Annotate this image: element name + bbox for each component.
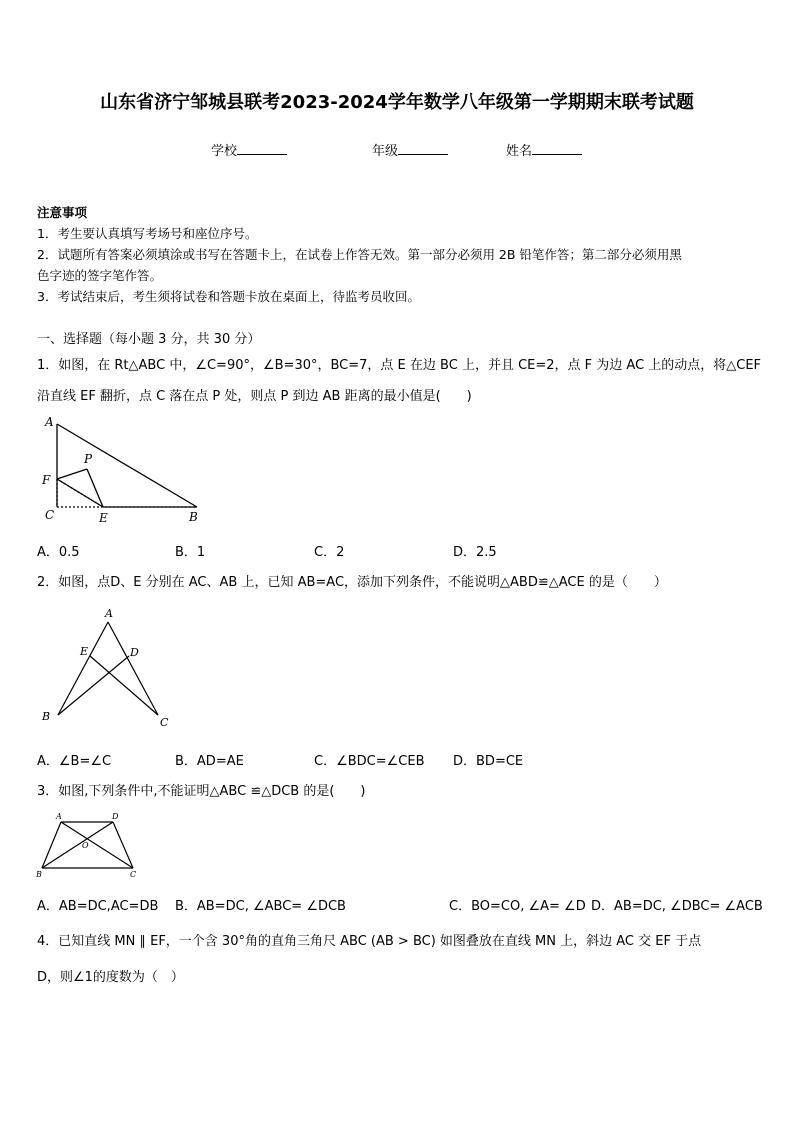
q3-edge-ac [61, 822, 133, 868]
q3-option-b[interactable]: B．AB=DC, ∠ABC= ∠DCB [175, 899, 346, 914]
name-label: 姓名 [506, 144, 533, 159]
q1-option-a[interactable]: A．0.5 [37, 545, 80, 560]
name-field [506, 140, 582, 159]
q1-edge-ab [57, 424, 197, 507]
q3-option-d[interactable]: D．AB=DC, ∠DBC= ∠ACB [591, 899, 763, 914]
q2-edge-ce [90, 656, 158, 715]
q2-option-c[interactable]: C．∠BDC=∠CEB [314, 754, 425, 769]
school-label: 学校 [211, 144, 238, 159]
q2-figure [36, 604, 176, 732]
q1-option-d[interactable]: D．2.5 [453, 545, 497, 560]
q3-label-c: C [130, 870, 137, 879]
q3-option-a[interactable]: A．AB=DC,AC=DB [37, 899, 159, 914]
q1-edge-pe [87, 469, 103, 507]
q2-label-b: B [42, 710, 51, 723]
q3-label-d: D [112, 812, 119, 821]
q1-label-c: C [45, 508, 55, 522]
grade-label: 年级 [372, 144, 399, 159]
q3-figure [34, 810, 140, 882]
q3-edge-ab [42, 822, 61, 868]
q1-option-c[interactable]: C．2 [314, 545, 345, 560]
q2-edge-bd [58, 656, 129, 715]
q2-label-c: C [160, 716, 169, 729]
q1-label-e: E [99, 511, 108, 525]
q2-text: 2．如图，点D、E 分别在 AC、AB 上，已知 AB=AC，添加下列条件，不能说明△ABD≌△ACE 的是（ ） [37, 575, 667, 590]
notice-item-2: 2．试题所有答案必须填涂或书写在答题卡上，在试卷上作答无效。第一部分必须用 2B 铅笔作答；第二部分必须用黑 [37, 247, 682, 262]
q3-label-b: B [36, 870, 42, 879]
q1-edge-fp [57, 469, 87, 479]
q2-label-a: A [105, 607, 113, 620]
grade-blank [398, 142, 448, 155]
q2-option-a[interactable]: A．∠B=∠C [37, 754, 112, 769]
notice-item-2-cont: 色字迹的签字笔作答。 [37, 268, 163, 283]
q4-text-line2: D，则∠1的度数为（ ） [37, 970, 184, 985]
q3-label-a: A [56, 812, 62, 821]
grade-field [372, 140, 448, 159]
notice-item-3: 3．考试结束后，考生须将试卷和答题卡放在桌面上，待监考员收回。 [37, 289, 420, 304]
q2-label-d: D [130, 646, 139, 659]
section-heading: 一、选择题（每小题 3 分，共 30 分） [37, 332, 261, 347]
q4-text-line1: 4．已知直线 MN ∥ EF，一个含 30°角的直角三角尺 ABC (AB > BC) 如图叠放在直线 MN 上，斜边 AC 交 EF 于点 [37, 934, 702, 949]
q2-option-b[interactable]: B．AD=AE [175, 754, 244, 769]
q1-label-a: A [45, 415, 54, 429]
q3-label-o: O [82, 841, 89, 850]
q3-text: 3．如图,下列条件中,不能证明△ABC ≌△DCB 的是( ) [37, 784, 366, 799]
q1-text-line2: 沿直线 EF 翻折，点 C 落在点 P 处，则点 P 到边 AB 距离的最小值是( ) [37, 389, 472, 404]
page-title: 山东省济宁邹城县联考2023-2024学年数学八年级第一学期期末联考试题 [100, 92, 694, 113]
q1-label-b: B [189, 510, 198, 524]
q3-edge-db [42, 822, 113, 868]
name-blank [532, 142, 582, 155]
q2-edge-ac [108, 622, 158, 715]
q2-edge-ab [58, 622, 108, 715]
school-blank [237, 142, 287, 155]
notice-heading: 注意事项 [37, 205, 88, 220]
notice-item-1: 1．考生要认真填写考场号和座位序号。 [37, 226, 258, 241]
q2-option-d[interactable]: D．BD=CE [453, 754, 524, 769]
q1-text-line1: 1．如图，在 Rt△ABC 中，∠C=90°，∠B=30°，BC=7，点 E 在边 BC 上，并且 CE=2，点 F 为边 AC 上的动点，将△CEF [37, 358, 762, 373]
q2-label-e: E [80, 645, 89, 658]
q1-figure [36, 412, 208, 528]
school-field [211, 140, 287, 159]
q1-label-f: F [42, 473, 51, 487]
q1-option-b[interactable]: B．1 [175, 545, 206, 560]
q1-edge-fe [57, 479, 103, 507]
q3-option-c[interactable]: C．BO=CO, ∠A= ∠D [449, 899, 586, 914]
q1-label-p: P [84, 452, 93, 466]
